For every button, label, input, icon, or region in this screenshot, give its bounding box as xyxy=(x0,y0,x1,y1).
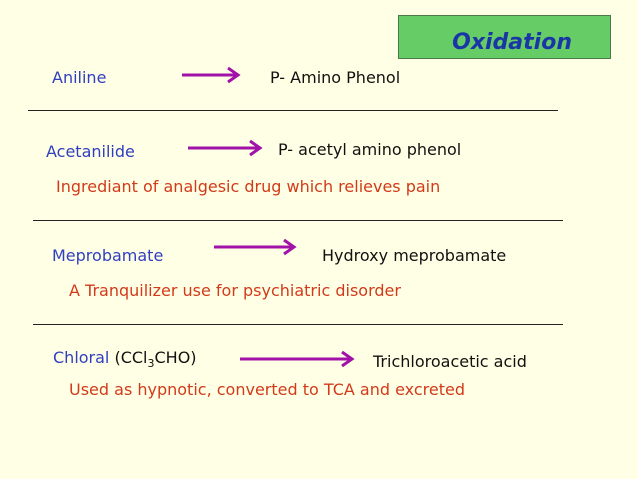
reactant-acetanilide: Acetanilide xyxy=(46,142,135,161)
arrow-icon xyxy=(186,137,264,159)
note-meprobamate: A Tranquilizer use for psychiatric disorder xyxy=(69,281,401,300)
divider xyxy=(28,110,558,111)
note-acetanilide: Ingrediant of analgesic drug which relieves pain xyxy=(56,177,441,196)
reactant-meprobamate: Meprobamate xyxy=(52,246,164,265)
divider xyxy=(33,220,563,221)
product-acetyl-amino-phenol: P- acetyl amino phenol xyxy=(278,140,462,159)
chloral-formula: (CCl$_3$CHO) xyxy=(114,348,197,371)
title-box xyxy=(398,15,611,59)
product-trichloroacetic-acid: Trichloroacetic acid xyxy=(373,352,527,371)
arrow-icon xyxy=(180,64,242,86)
divider xyxy=(33,324,563,325)
reactant-aniline: Aniline xyxy=(52,68,107,87)
product-amino-phenol: P- Amino Phenol xyxy=(270,68,401,87)
slide-title: Oxidation xyxy=(452,30,572,55)
arrow-icon xyxy=(238,348,358,370)
reactant-chloral: Chloral xyxy=(53,348,110,367)
note-chloral: Used as hypnotic, converted to TCA and excreted xyxy=(69,380,465,399)
arrow-icon xyxy=(212,236,298,258)
product-hydroxy-meprobamate: Hydroxy meprobamate xyxy=(322,246,507,265)
reactant-chloral-group xyxy=(53,348,197,370)
